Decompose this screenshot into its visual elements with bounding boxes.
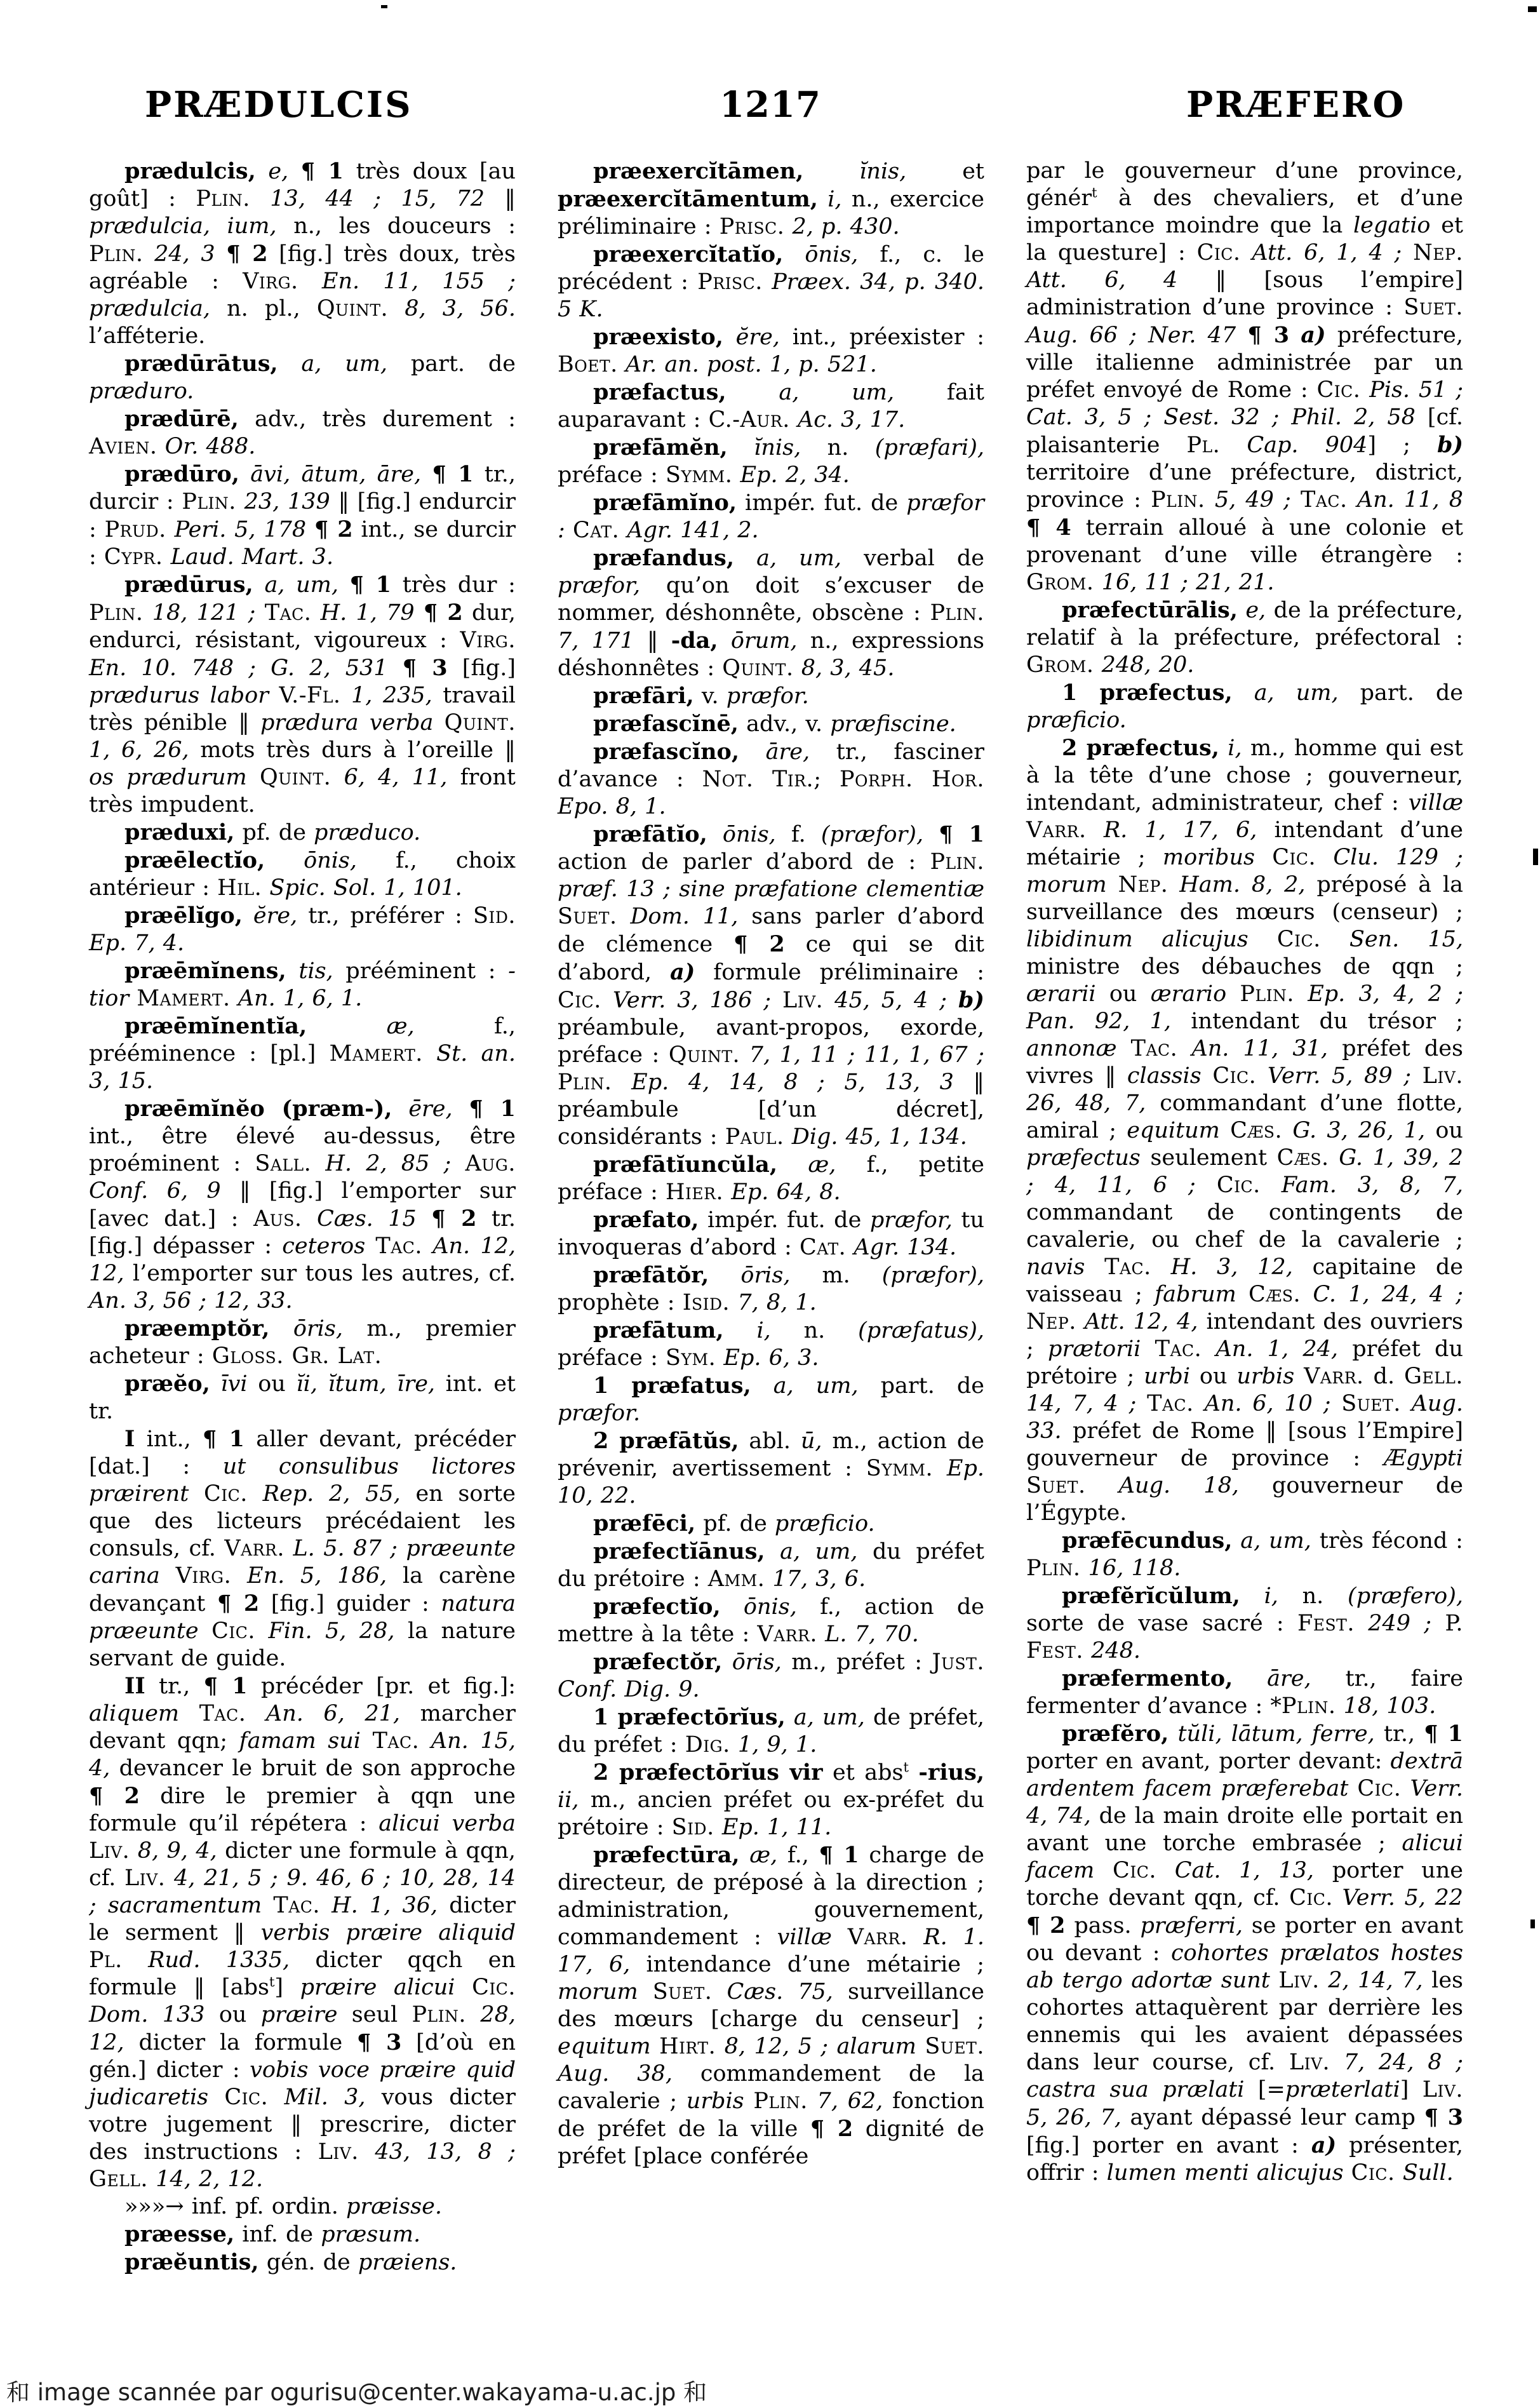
dictionary-entry: præĕuntis, gén. de præiens. — [124, 2249, 457, 2275]
dictionary-entry: prædūrē, adv., très durement : Avien. Or. 488. — [89, 406, 516, 459]
dictionary-entry: præfascĭno, āre, tr., fasciner d’avance : Not. Tir.; Porph. Hor. Epo. 8, 1. — [558, 739, 985, 819]
reference-abbrev: Nep. — [1026, 1309, 1076, 1334]
reference-abbrev: Cat. — [799, 1235, 847, 1260]
dictionary-entry: præfermento, āre, tr., faire fermenter d’avance : *Plin. 18, 103. — [1026, 1665, 1463, 1719]
reference-abbrev: Cic. — [1196, 240, 1241, 265]
reference-abbrev: Mamert. — [329, 1041, 423, 1066]
reference-abbrev: Hirt. — [659, 2034, 716, 2059]
reference-abbrev: Cæs. — [1230, 1118, 1283, 1143]
reference-abbrev: Gell. — [89, 2167, 149, 2192]
dictionary-entry: præfāmĭno, impér. fut. de præfor : Cat. Agr. 141, 2. — [558, 490, 984, 543]
reference-abbrev: Cic. — [1216, 1173, 1261, 1198]
reference-abbrev: Plin. — [182, 489, 236, 514]
reference-abbrev: Liv. — [1422, 2077, 1464, 2102]
reference-abbrev: Nep. — [1118, 872, 1168, 897]
dictionary-entry: præfāmĕn, ĭnis, n. (præfari), préface : Symm. Ep. 2, 34. — [558, 434, 984, 488]
reference-abbrev: Virg. — [460, 628, 516, 653]
reference-abbrev: Liv. — [1278, 1968, 1320, 1993]
dictionary-entry: præexisto, ĕre, int., préexister : Boet. Ar. an. post. 1, p. 521. — [558, 324, 984, 377]
reference-abbrev: Cæs. — [1249, 1282, 1301, 1307]
reference-abbrev: P. Fest. — [1026, 1611, 1463, 1663]
dictionary-entry: præfĕro, tŭli, lātum, ferre, tr., ¶ 1 porter en avant, porter devant: dextrā ardentem facem præferebat Cic. Verr. 4, 74, de la main droite elle portait en avant une torche embrasée ; alicui facem Cic. Cat. 1, 13, porter une torche devant qqn, cf. Cic. Verr. 5, 22 ¶ 2 pass. præferri, se porter en avant ou devant : cohortes prælatos hostes ab tergo adortæ sunt Liv. 2, 14, 7, les cohortes attaquèrent par derrière les ennemis qui les avaient dépassées dans leur course, cf. Liv. 7, 24, 8 ; castra sua prælati [=præterlati] Liv. 5, 26, 7, ayant dépassé leur camp ¶ 3 [fig.] porter en avant : a) présenter, offrir : lumen menti alicujus Cic. Sull. — [1026, 1721, 1464, 2186]
dictionary-entry: præesse, inf. de præsum. — [124, 2221, 421, 2247]
reference-abbrev: Cic. — [1272, 845, 1316, 870]
reference-abbrev: Fest. — [1297, 1611, 1355, 1636]
reference-abbrev: Cic. — [1289, 1885, 1333, 1911]
dictionary-entry: præexercĭtatĭo, ōnis, f., c. le précédent : Prisc. Præex. 34, p. 340. 5 K. — [558, 241, 984, 322]
header-left-guideword: PRÆDULCIS — [145, 84, 413, 126]
dictionary-entry: 1 præfectōrĭus, a, um, de préfet, du préfet : Dig. 1, 9, 1. — [558, 1704, 984, 1757]
dictionary-entry: 1 præfatus, a, um, part. de præfor. — [558, 1373, 984, 1426]
reference-abbrev: Tac. — [372, 1728, 420, 1754]
reference-abbrev: Plin. — [930, 600, 984, 626]
reference-abbrev: Liv. — [318, 2139, 359, 2165]
scan-speck — [1528, 6, 1537, 12]
reference-abbrev: Gell. — [1403, 1364, 1463, 1389]
reference-abbrev: Prud. — [104, 517, 166, 542]
reference-abbrev: Grom. — [1026, 652, 1094, 678]
dictionary-entry: præfato, impér. fut. de præfor, tu invoqueras d’abord : Cat. Agr. 134. — [558, 1207, 984, 1260]
header-right-guideword: PRÆFERO — [1186, 84, 1406, 126]
reference-abbrev: Plin. — [753, 2088, 808, 2114]
reference-abbrev: Tac. — [1104, 1254, 1151, 1280]
dictionary-entry: præfāri, v. præfor. — [593, 683, 809, 709]
reference-abbrev: Cic. — [472, 1975, 516, 2000]
reference-abbrev: Paul. — [725, 1124, 784, 1150]
reference-abbrev: Quint. — [722, 655, 794, 681]
dictionary-entry: præfectūra, æ, f., ¶ 1 charge de directeur, de préposé à la direction ; administration, gouvernement, commandement : villæ Varr. R. 1. 17, 6, intendance d’une métairie ; morum Suet. Cæs. 75, surveillance des mœurs [charge du censeur] ; equitum Hirt. 8, 12, 5 ; alarum Suet. Aug. 38, commandement de la cavalerie ; urbis Plin. 7, 62, fonction de préfet de la ville ¶ 2 dignité de préfet [place conférée — [558, 1842, 985, 2169]
reference-abbrev: Quint. — [316, 296, 389, 321]
reference-abbrev: Pl. — [89, 1947, 123, 1973]
reference-abbrev: Plin. — [196, 186, 250, 212]
dictionary-entry: 1 præfectus, a, um, part. de præficio. — [1026, 680, 1463, 733]
reference-abbrev: Plin. — [1026, 1556, 1081, 1581]
dictionary-entry: præfātŏr, ōris, m. (præfor), prophète : Isid. 7, 8, 1. — [558, 1262, 984, 1315]
reference-abbrev: Virg. — [243, 269, 298, 294]
reference-abbrev: Sid. — [472, 903, 516, 929]
dictionary-entry: præēmĭnens, tis, prééminent : -tior Mamert. An. 1, 6, 1. — [89, 958, 516, 1011]
reference-abbrev: Suet. — [558, 904, 617, 929]
reference-abbrev: Plin. — [1281, 1693, 1336, 1719]
reference-abbrev: Symm. — [666, 462, 733, 488]
reference-abbrev: Aus. — [253, 1206, 302, 1232]
dictionary-entry: prædūrus, a, um, ¶ 1 très dur : Plin. 18, 121 ; Tac. H. 1, 79 ¶ 2 dur, endurci, résistant, vigoureux : Virg. En. 10. 748 ; G. 2, 531 ¶ 3 [fig.] prædurus labor V.-Fl. 1, 235, travail très pénible ‖ prædura verba Quint. 1, 6, 26, mots très durs à l’oreille ‖ os prædurum Quint. 6, 4, 11, front très impudent. — [89, 572, 516, 817]
reference-abbrev: Just. — [932, 1650, 984, 1675]
reference-abbrev: Varr. — [1304, 1364, 1364, 1389]
dictionary-entry: prædulcis, e, ¶ 1 très doux [au goût] : Plin. 13, 44 ; 15, 72 ‖ prædulcia, ium, n., les douceurs : Plin. 24, 3 ¶ 2 [fig.] très doux, très agréable : Virg. En. 11, 155 ; prædulcia, n. pl., Quint. 8, 3, 56. l’afféterie. — [89, 158, 516, 349]
dictionary-entry: præēmĭnĕo (præm-), ēre, ¶ 1 int., être élevé au-dessus, être proéminent : Sall. H. 2, 85 ; Aug. Conf. 6, 9 ‖ [fig.] l’emporter sur [avec dat.] : Aus. Cæs. 15 ¶ 2 tr. [fig.] dépasser : ceteros Tac. An. 12, 12, l’emporter sur tous les autres, cf. An. 3, 56 ; 12, 33. — [89, 1096, 516, 1314]
scan-watermark: 和 image scannée par ogurisu@center.wakayama-u.ac.jp 和 — [6, 2379, 707, 2406]
text-column-middle — [558, 158, 984, 2170]
reference-abbrev: Varr. — [847, 1925, 908, 1950]
reference-abbrev: Prisc. — [697, 269, 763, 295]
reference-abbrev: Liv. — [782, 988, 824, 1013]
reference-abbrev: Plin. — [1151, 487, 1205, 513]
reference-abbrev: Grom. — [1026, 570, 1094, 595]
dictionary-entry: præfātĭo, ōnis, f. (præfor), ¶ 1 action de parler d’abord de : Plin. præf. 13 ; sine præfatione clementiæ Suet. Dom. 11, sans parler d’abord de clémence ¶ 2 ce qui se dit d’abord, a) formule préliminaire : Cic. Verr. 3, 186 ; Liv. 45, 5, 4 ; b) préambule, avant-propos, exorde, préface : Quint. 7, 1, 11 ; 11, 1, 67 ; Plin. Ep. 4, 14, 8 ; 5, 13, 3 ‖ préambule [d’un décret], considérants : Paul. Dig. 45, 1, 134. — [558, 821, 984, 1150]
dictionary-entry: præfascĭnē, adv., v. præfiscine. — [593, 711, 956, 737]
reference-abbrev: Amm. — [707, 1566, 765, 1592]
dictionary-entry: præfactus, a, um, fait auparavant : C.-Aur. Ac. 3, 17. — [558, 379, 984, 433]
reference-abbrev: Tac. — [273, 1893, 320, 1918]
reference-abbrev: Varr. — [224, 1536, 285, 1561]
scan-speck — [1533, 849, 1538, 865]
reference-abbrev: Plin. — [558, 1070, 612, 1095]
reference-abbrev: Virg. — [175, 1563, 232, 1589]
reference-abbrev: Cic. — [1351, 2160, 1395, 2186]
reference-abbrev: Hier. — [666, 1179, 724, 1205]
page-header — [0, 84, 1540, 135]
dictionary-entry: præēmĭnentĭa, æ, f., prééminence : [pl.] Mamert. St. an. 3, 15. — [89, 1013, 516, 1094]
reference-abbrev: Tac. — [264, 600, 312, 626]
reference-abbrev: Plin. — [89, 600, 144, 626]
reference-abbrev: Cæs. — [1276, 1145, 1329, 1171]
reference-abbrev: Liv. — [89, 1838, 130, 1864]
dictionary-entry: præemptŏr, ōris, m., premier acheteur : Gloss. Gr. Lat. — [89, 1315, 516, 1369]
dictionary-entry: I int., ¶ 1 aller devant, précéder [dat.] : ut consulibus lictores præirent Cic. Rep. 2, 55, en sorte que des licteurs précédaient les consuls, cf. Varr. L. 5. 87 ; præeunte carina Virg. En. 5, 186, la carène devançant ¶ 2 [fig.] guider : natura præeunte Cic. Fin. 5, 28, la nature servant de guide. — [89, 1426, 516, 1671]
reference-abbrev: Porph. Hor. — [839, 767, 985, 792]
reference-abbrev: Mamert. — [137, 986, 231, 1011]
dictionary-entry: præfectŏr, ōris, m., préfet : Just. Conf. Dig. 9. — [558, 1649, 984, 1702]
reference-abbrev: Quint. — [668, 1042, 740, 1068]
reference-abbrev: Gloss. Gr. Lat. — [211, 1343, 382, 1369]
dictionary-entry: præēlĭgo, ĕre, tr., préférer : Sid. Ep. 7, 4. — [89, 903, 516, 956]
reference-abbrev: Liv. — [124, 1865, 166, 1891]
dictionary-entry: præĕo, īvi ou ĭi, ĭtum, īre, int. et tr. — [89, 1371, 516, 1424]
reference-abbrev: Tac. — [1147, 1391, 1194, 1416]
reference-abbrev: Liv. — [1422, 1063, 1463, 1089]
dictionary-entry: præfectĭo, ōnis, f., action de mettre à la tête : Varr. L. 7, 70. — [558, 1594, 984, 1647]
reference-abbrev: Avien. — [89, 434, 157, 459]
dictionary-entry: prædūro, āvi, ātum, āre, ¶ 1 tr., durcir : Plin. 23, 139 ‖ [fig.] endurcir : Prud. Peri. 5, 178 ¶ 2 int., se durcir : Cypr. Laud. Mart. 3. — [89, 461, 516, 570]
dictionary-entry: præfectĭānus, a, um, du préfet du prétoire : Amm. 17, 3, 6. — [558, 1538, 984, 1592]
reference-abbrev: Tac. — [1301, 487, 1348, 513]
reference-abbrev: Cic. — [1276, 927, 1321, 952]
reference-abbrev: Cypr. — [104, 544, 163, 570]
reference-abbrev: Suet. — [1403, 295, 1463, 320]
reference-abbrev: Tac. — [199, 1701, 246, 1726]
dictionary-entry: 2 præfectōrĭus vir et abs$^t$ -rius, ii, m., ancien préfet ou ex-préfet du prétoire : Sid. Ep. 1, 11. — [558, 1759, 985, 1840]
reference-abbrev: Varr. — [757, 1622, 817, 1647]
reference-abbrev: Cic. — [1113, 1858, 1156, 1883]
entry-continuation: par le gouverneur d’une province, génér$^t$ à des chevaliers, et d’une importance moindre que la legatio et la questure] : Cic. Att. 6, 1, 4 ; Nep. Att. 6, 4 ‖ [sous l’empire] administration d’une province : Suet. Aug. 66 ; Ner. 47 ¶ 3 a) préfecture, ville italienne administrée par un préfet envoyé de Rome : Cic. Pis. 51 ; Cat. 3, 5 ; Sest. 32 ; Phil. 2, 58 [cf. plaisanterie Pl. Cap. 904] ; b) territoire d’une préfecture, district, province : Plin. 5, 49 ; Tac. An. 11, 8 ¶ 4 terrain alloué à une colonie et provenant d’une ville étrangère : Grom. 16, 11 ; 21, 21. — [1026, 158, 1464, 595]
reference-abbrev: Tac. — [375, 1233, 422, 1259]
reference-abbrev: Suet. — [652, 1979, 713, 2005]
reference-abbrev: Aug. — [465, 1151, 516, 1176]
reference-abbrev: Cic. — [204, 1481, 248, 1507]
dictionary-entry: præfĕrĭcŭlum, i, n. (præfero), sorte de vase sacré : Fest. 249 ; P. Fest. 248. — [1026, 1583, 1463, 1663]
reference-abbrev: Cat. — [572, 518, 620, 543]
reference-abbrev: Plin. — [89, 241, 144, 267]
reference-abbrev: Prisc. — [719, 214, 785, 239]
dictionary-entry: præfandus, a, um, verbal de præfor, qu’on doit s’excuser de nommer, déshonnête, obscène : Plin. 7, 171 ‖ -da, ōrum, n., expressions déshonnêtes : Quint. 8, 3, 45. — [558, 545, 984, 681]
dictionary-entry: prædūrātus, a, um, part. de præduro. — [89, 351, 516, 404]
reference-abbrev: Sid. — [671, 1815, 714, 1840]
reference-abbrev: Isid. — [682, 1290, 730, 1315]
reference-abbrev: Suet. — [925, 2034, 984, 2059]
reference-abbrev: Plin. — [1240, 981, 1294, 1007]
reference-abbrev: Not. Tir. — [702, 767, 814, 792]
dictionary-entry: præfātum, i, n. (præfatus), préface : Sym. Ep. 6, 3. — [558, 1317, 984, 1371]
reference-abbrev: Cic. — [1357, 1776, 1402, 1801]
reference-abbrev: Cic. — [1316, 377, 1361, 403]
reference-abbrev: Cic. — [1212, 1063, 1257, 1089]
dictionary-entry: præduxi, pf. de præduco. — [124, 819, 421, 845]
reference-abbrev: Suet. — [1341, 1391, 1401, 1416]
reference-abbrev: Cic. — [558, 988, 601, 1013]
reference-abbrev: Quint. — [444, 710, 516, 736]
reference-abbrev: Plin. — [930, 849, 984, 875]
header-page-number: 1217 — [720, 84, 821, 126]
reference-abbrev: Boet. — [558, 352, 618, 377]
reference-abbrev: Sym. — [666, 1345, 716, 1371]
text-column-left — [89, 158, 516, 2276]
reference-abbrev: Pl. — [1186, 433, 1221, 458]
reference-abbrev: Sall. — [255, 1151, 312, 1176]
dictionary-entry: præfēci, pf. de præficio. — [593, 1510, 875, 1536]
reference-abbrev: Plin. — [412, 2002, 466, 2027]
dictionary-entry: præfātĭuncŭla, æ, f., petite préface : Hier. Ep. 64, 8. — [558, 1152, 984, 1205]
reference-abbrev: Liv. — [1289, 2050, 1330, 2075]
reference-abbrev: Hil. — [217, 875, 262, 901]
dictionary-entry: præēlectĭo, ōnis, f., choix antérieur : Hil. Spic. Sol. 1, 101. — [89, 847, 516, 901]
dictionary-entry: præexercĭtāmen, ĭnis, et præexercĭtāmentum, i, n., exercice préliminaire : Prisc. 2, p. 430. — [558, 158, 984, 239]
reference-abbrev: Cic. — [224, 2085, 269, 2110]
scan-speck — [1530, 1919, 1535, 1928]
reference-abbrev: Nep. — [1413, 240, 1463, 265]
dictionary-entry: præfēcundus, a, um, très fécond : Plin. 16, 118. — [1026, 1528, 1463, 1581]
reference-abbrev: V.-Fl. — [279, 683, 341, 708]
reference-abbrev: Varr. — [1026, 817, 1087, 843]
reference-abbrev: C.-Aur. — [708, 407, 790, 433]
dictionary-entry: 2 præfātŭs, abl. ū, m., action de prévenir, avertissement : Symm. Ep. 10, 22. — [558, 1428, 984, 1509]
dictionary-entry: 2 præfectus, i, m., homme qui est à la tête d’une chose ; gouverneur, intendant, administrateur, chef : villæ Varr. R. 1, 17, 6, intendant d’une métairie ; moribus Cic. Clu. 129 ; morum Nep. Ham. 8, 2, préposé à la surveillance des mœurs (censeur) ; libidinum alicujus Cic. Sen. 15, ministre des débauches de qqn ; ærarii ou ærario Plin. Ep. 3, 4, 2 ; Pan. 92, 1, intendant du trésor ; annonæ Tac. An. 11, 31, préfet des vivres ‖ classis Cic. Verr. 5, 89 ; Liv. 26, 48, 7, commandant d’une flotte, amiral ; equitum Cæs. G. 3, 26, 1, ou præfectus seulement Cæs. G. 1, 39, 2 ; 4, 11, 6 ; Cic. Fam. 3, 8, 7, commandant de contingents de cavalerie, ou chef de la cavalerie ; navis Tac. H. 3, 12, capitaine de vaisseau ; fabrum Cæs. C. 1, 24, 4 ; Nep. Att. 12, 4, intendant des ouvriers ; prætorii Tac. An. 1, 24, préfet du prétoire ; urbi ou urbis Varr. d. Gell. 14, 7, 4 ; Tac. An. 6, 10 ; Suet. Aug. 33. préfet de Rome ‖ [sous l’Empire] gouverneur de province : Ægypti Suet. Aug. 18, gouverneur de l’Égypte. — [1026, 735, 1464, 1526]
scan-speck — [381, 5, 387, 8]
dictionary-entry: »»»→ inf. pf. ordin. præisse. — [124, 2194, 442, 2219]
text-column-right — [1026, 158, 1463, 2187]
reference-abbrev: Tac. — [1130, 1036, 1178, 1061]
reference-abbrev: Tac. — [1155, 1336, 1202, 1362]
reference-abbrev: Suet. — [1026, 1473, 1086, 1498]
reference-abbrev: Symm. — [866, 1456, 934, 1481]
reference-abbrev: Dig. — [685, 1732, 730, 1757]
reference-abbrev: Cic. — [211, 1618, 255, 1644]
dictionary-entry: præfectūrālis, e, de la préfecture, relatif à la préfecture, préfectoral : Grom. 248, 20. — [1026, 597, 1463, 678]
dictionary-entry: II tr., ¶ 1 précéder [pr. et fig.]: aliquem Tac. An. 6, 21, marcher devant qqn; famam sui Tac. An. 15, 4, devancer le bruit de son approche ¶ 2 dire le premier à qqn une formule qu’il répétera : alicui verba Liv. 8, 9, 4, dicter une formule à qqn, cf. Liv. 4, 21, 5 ; 9. 46, 6 ; 10, 28, 14 ; sacramentum Tac. H. 1, 36, dicter le serment ‖ verbis præire aliquid Pl. Rud. 1335, dicter qqch en formule ‖ [abs$^t$] præire alicui Cic. Dom. 133 ou præire seul Plin. 28, 12, dicter la formule ¶ 3 [d’où en gén.] dicter : vobis voce præire quid judicaretis Cic. Mil. 3, vous dicter votre jugement ‖ prescrire, dicter des instructions : Liv. 43, 13, 8 ; Gell. 14, 2, 12. — [89, 1673, 516, 2192]
reference-abbrev: Quint. — [259, 765, 331, 790]
